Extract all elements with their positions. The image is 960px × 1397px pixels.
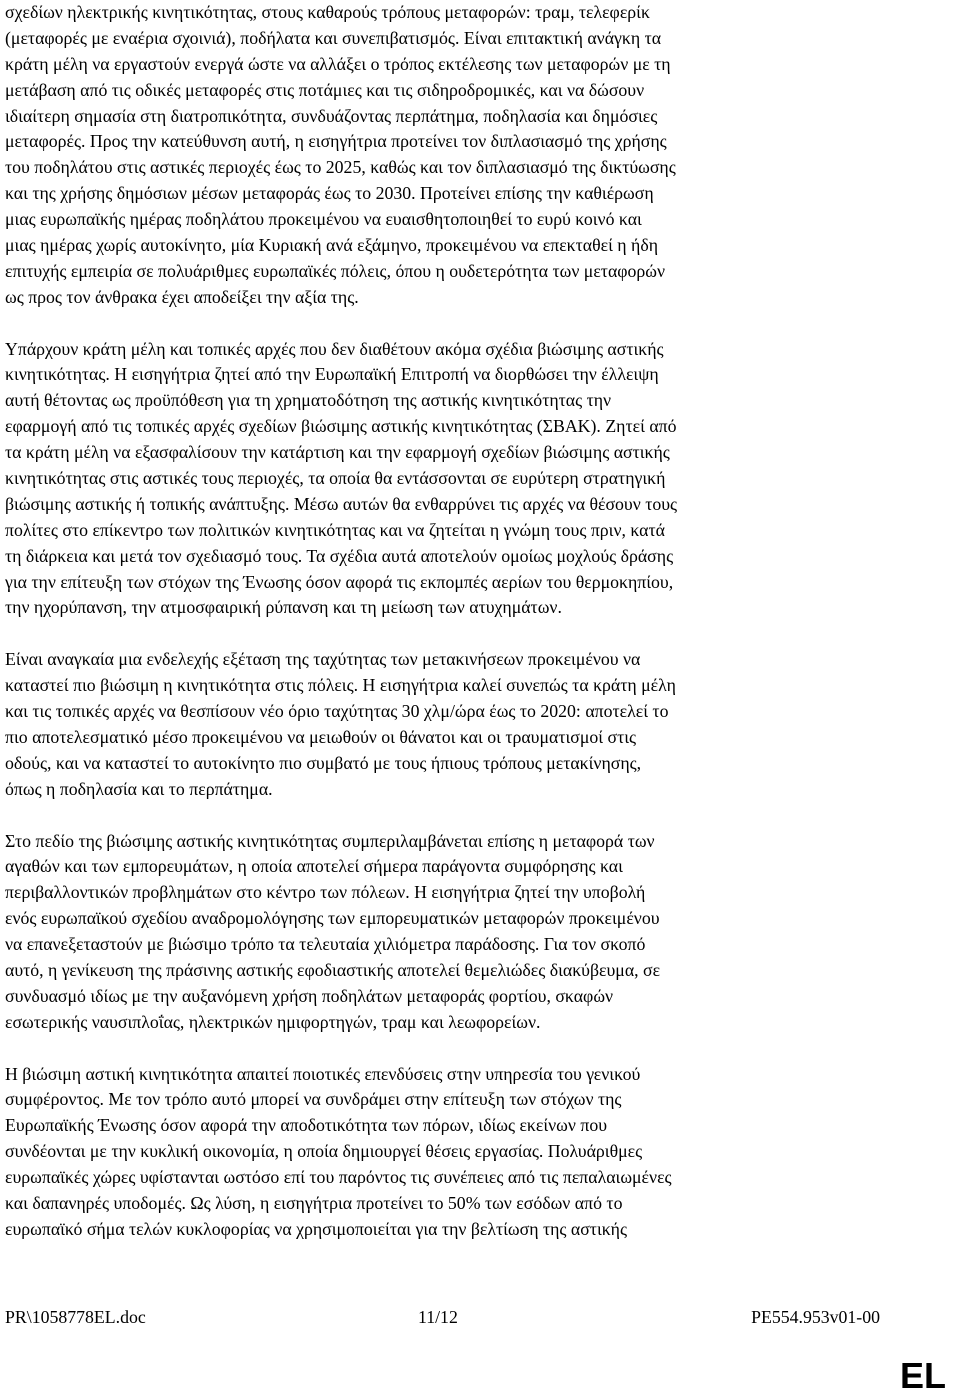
text-line: τη διάρκεια και μετά τον σχεδιασμό τους. Τα σχέδια αυτά αποτελούν ομοίως μοχλούς δράσης (5, 545, 674, 566)
paragraph (5, 1062, 885, 1243)
text-line: Ευρωπαϊκής Ένωσης όσον αφορά την αποδοτικότητα των πόρων, ιδίως εκείνων που (5, 1115, 608, 1136)
text-line: και δαπανηρές υποδομές. Ως λύση, η εισηγήτρια προτείνει το 50% των εσόδων από το (5, 1192, 623, 1213)
text-line: και τις τοπικές αρχές να θεσπίσουν νέο όριο ταχύτητας 30 χλμ/ώρα έως το 2020: αποτελεί το (5, 701, 669, 722)
text-line: μιας ευρωπαϊκής ημέρας ποδηλάτου προκειμένου να ευαισθητοποιηθεί το ευρύ κοινό και (5, 209, 642, 230)
text-line: επιτυχής εμπειρία σε πολυάριθμες ευρωπαϊκές πόλεις, όπου η ουδετερότητα των μεταφορών (5, 260, 666, 281)
text-line: για την επίτευξη των στόχων της Ένωσης όσον αφορά τις εκπομπές αερίων του θερμοκηπίου, (5, 571, 674, 592)
text-line: περιβαλλοντικών προβλημάτων στο κέντρο των πόλεων. Η εισηγήτρια ζητεί την υποβολή (5, 882, 646, 903)
text-line: πολίτες στο επίκεντρο των πολιτικών κινητικότητας και να ζητείται η γνώμη τους πριν, κατά (5, 519, 665, 540)
text-line: κινητικότητας στις αστικές τους περιοχές, τα οποία θα εντάσσονται σε ευρύτερη στρατηγική (5, 468, 666, 489)
text-line: συνδέονται με την κυκλική οικονομία, η οποία δημιουργεί θέσεις εργασίας. Πολυάριθμες (5, 1141, 643, 1162)
text-line: σχεδίων ηλεκτρικής κινητικότητας, στους καθαρούς τρόπους μεταφορών: τραμ, τελεφερίκ (5, 2, 650, 22)
text-line: ευρωπαϊκό σήμα τελών κυκλοφορίας να χρησιμοποιείται για την βελτίωση της αστικής (5, 1218, 628, 1239)
text-line: μεταφορές. Προς την κατεύθυνση αυτή, η εισηγήτρια προτείνει τον διπλασιασμό της χρήσης (5, 131, 667, 152)
text-line: Η βιώσιμη αστική κινητικότητα απαιτεί ποιοτικές επενδύσεις στην υπηρεσία του γενικού (5, 1063, 641, 1084)
text-line: Υπάρχουν κράτη μέλη και τοπικές αρχές που δεν διαθέτουν ακόμα σχέδια βιώσιμης αστικής (5, 338, 664, 359)
text-line: ιδιαίτερη σημασία στη διατροπικότητα, συνδυάζοντας περπάτημα, ποδηλασία και δημόσιες (5, 105, 658, 126)
document-body (5, 0, 885, 1269)
paragraph (5, 0, 885, 311)
text-line: καταστεί πιο βιώσιμη η κινητικότητα στις πόλεις. Η εισηγήτρια καλεί συνεπώς τα κράτη μέλη (5, 675, 676, 696)
document-reference: PR\1058778EL.doc (5, 1307, 146, 1327)
text-line: οδούς, και να καταστεί το αυτοκίνητο πιο συμβατό με τους ήπιους τρόπους μετακίνησης, (5, 752, 642, 773)
text-line: Στο πεδίο της βιώσιμης αστικής κινητικότητας συμπεριλαμβάνεται επίσης η μεταφορά των (5, 830, 655, 851)
paragraph (5, 337, 885, 622)
text-line: συνδυασμό ιδίως με την αυξανόμενη χρήση ποδηλάτων μεταφοράς φορτίου, σκαφών (5, 985, 614, 1006)
pe-reference: PE554.953v01-00 (751, 1307, 880, 1327)
text-line: του ποδηλάτου στις αστικές περιοχές έως το 2025, καθώς και τον διπλασιασμό της δικτύωσης (5, 157, 676, 178)
text-line: συμφέροντος. Με τον τρόπο αυτό μπορεί να συνδράμει στην επίτευξη των στόχων της (5, 1089, 622, 1110)
text-line: μετάβαση από τις οδικές μεταφορές στις ποτάμιες και τις σιδηροδρομικές, και να δώσουν (5, 79, 645, 100)
text-line: πιο αποτελεσματικό μέσο προκειμένου να μειωθούν οι θάνατοι και οι τραυματισμοί στις (5, 726, 637, 747)
text-line: ως προς τον άνθρακα έχει αποδείξει την αξία της. (5, 286, 359, 307)
text-line: κράτη μέλη να εργαστούν ενεργά ώστε να αλλάξει ο τρόπος εκτέλεσης των μεταφορών με τη (5, 53, 671, 74)
text-line: (μεταφορές με εναέρια σχοινιά), ποδήλατα και συνεπιβατισμός. Είναι επιτακτική ανάγκη τα (5, 27, 662, 48)
text-line: αγαθών και των εμπορευμάτων, η οποία αποτελεί σήμερα παράγοντα συμφόρησης και (5, 856, 623, 877)
paragraph (5, 829, 885, 1036)
text-line: βιώσιμης αστικής ή τοπικής ανάπτυξης. Μέσω αυτών θα ενθαρρύνει τις αρχές να θέσουν τους (5, 493, 678, 514)
language-code: EL (900, 1355, 947, 1396)
text-line: εφαρμογή από τις τοπικές αρχές σχεδίων βιώσιμης αστικής κινητικότητας (ΣΒΑΚ). Ζητεί από (5, 416, 677, 437)
page-footer (5, 1304, 880, 1330)
text-line: Είναι αναγκαία μια ενδελεχής εξέταση της ταχύτητας των μετακινήσεων προκειμένου να (5, 649, 641, 670)
text-line: αυτή θέτοντας ως προϋπόθεση για τη χρηματοδότηση της αστικής κινητικότητας την (5, 390, 612, 411)
text-line: να επανεξεταστούν με βιώσιμο τρόπο τα τελευταία χιλιόμετρα παράδοσης. Για τον σκοπό (5, 934, 646, 955)
text-line: τα κράτη μέλη να εξασφαλίσουν την κατάρτιση και την εφαρμογή σχεδίων βιώσιμης αστικής (5, 442, 670, 463)
text-line: και της χρήσης δημόσιων μέσων μεταφοράς έως το 2030. Προτείνει επίσης την καθιέρωση (5, 183, 654, 204)
page-number: 11/12 (418, 1307, 458, 1327)
paragraph (5, 647, 885, 802)
text-line: κινητικότητας. Η εισηγήτρια ζητεί από την Ευρωπαϊκή Επιτροπή να διορθώσει την έλλειψη (5, 364, 659, 385)
text-line: ενός ευρωπαϊκού σχεδίου αναδρομολόγησης των εμπορευματικών μεταφορών προκειμένου (5, 908, 660, 929)
text-line: ευρωπαϊκές χώρες υφίστανται ωστόσο επί του παρόντος τις συνέπειες από τις πεπαλαιωμένες (5, 1167, 672, 1188)
text-line: μιας ημέρας χωρίς αυτοκίνητο, μία Κυριακή ανά εξάμηνο, προκειμένου να επεκταθεί η ήδη (5, 235, 659, 256)
text-line: αυτό, η γενίκευση της πράσινης αστικής εφοδιαστικής αποτελεί θεμελιώδες διακύβευμα, σε (5, 959, 661, 980)
text-line: την ηχορύπανση, την ατμοσφαιρική ρύπανση και τη μείωση των ατυχημάτων. (5, 597, 562, 618)
text-line: εσωτερικής ναυσιπλοΐας, ηλεκτρικών ημιφορτηγών, τραμ και λεωφορείων. (5, 1011, 541, 1032)
text-line: όπως η ποδηλασία και το περπάτημα. (5, 778, 273, 799)
